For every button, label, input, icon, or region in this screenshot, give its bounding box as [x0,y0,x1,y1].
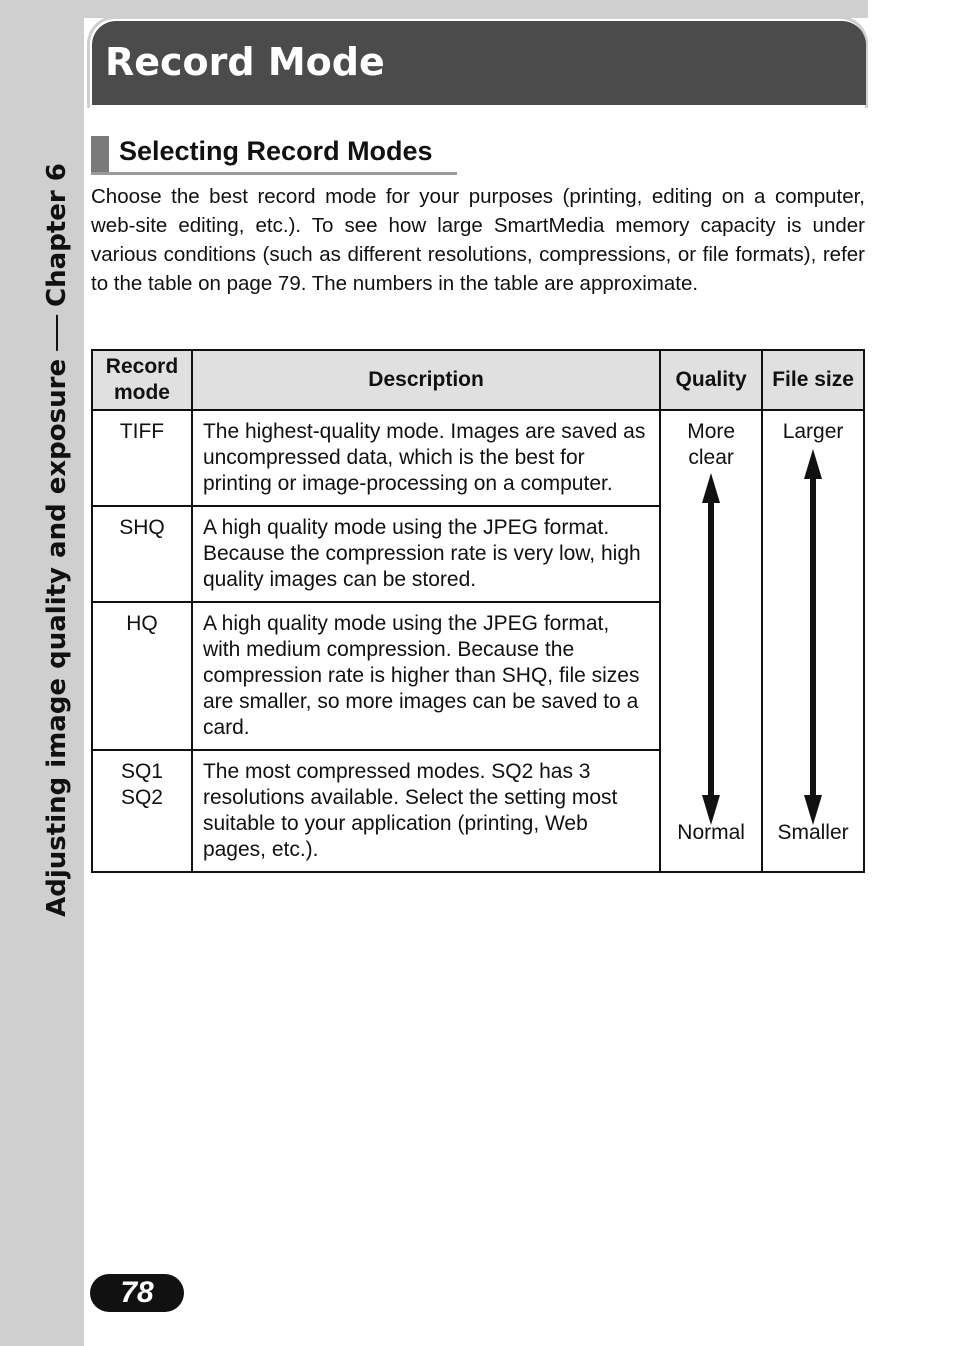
page-number: 78 [120,1276,154,1309]
header-record-mode: Record mode [92,350,192,410]
section-heading [91,136,457,176]
side-rule [56,315,58,351]
description-cell: The highest-quality mode. Images are saved as uncompressed data, which is the best for printing or image-processing on a computer. [192,410,660,506]
mode-cell: TIFF [92,410,192,506]
size-top-label: Larger [782,420,844,443]
description-cell: A high quality mode using the JPEG format. Because the compression rate is very low, high quality images can be stored. [192,506,660,602]
table-row [92,410,864,506]
size-bottom-label: Smaller [777,821,849,844]
section-heading-text: Selecting Record Modes [119,136,433,166]
mode-cell: HQ [92,602,192,750]
mode-cell: SHQ [92,506,192,602]
section-marker [91,136,109,174]
header-file-size: File size [762,350,864,410]
section-underline [91,172,457,175]
description-cell: A high quality mode using the JPEG format, with medium compression. Because the compression rate is higher than SHQ, file sizes are smaller, so more images can be saved to a card. [192,602,660,750]
side-chapter: Chapter 6 [42,163,72,307]
record-mode-table [91,349,865,873]
header-description: Description [192,350,660,410]
side-topic: Adjusting image quality and exposure [42,358,72,917]
quality-scale-cell [660,410,762,872]
size-double-arrow-icon [803,449,823,825]
page-number-badge [90,1274,184,1312]
quality-bottom-label: Normal [677,821,745,844]
page-title: Record Mode [105,40,385,84]
header-quality: Quality [660,350,762,410]
quality-double-arrow-icon [701,473,721,825]
table-header-row [92,350,864,410]
mode-cell: SQ1 SQ2 [92,750,192,872]
description-cell: The most compressed modes. SQ2 has 3 resolutions available. Select the setting most suitable to your application (printing, Web pages, etc.). [192,750,660,872]
quality-top-label: More clear [687,420,736,469]
size-scale-cell [762,410,864,872]
chapter-side-label [42,163,72,917]
intro-paragraph: Choose the best record mode for your purposes (printing, editing on a computer, web-site editing, etc.). To see how large SmartMedia memory capacity is under various conditions (such as different resolutions, compressions, or file formats), refer to the table on page 79. The numbers in the table are approximate. [91,185,865,295]
